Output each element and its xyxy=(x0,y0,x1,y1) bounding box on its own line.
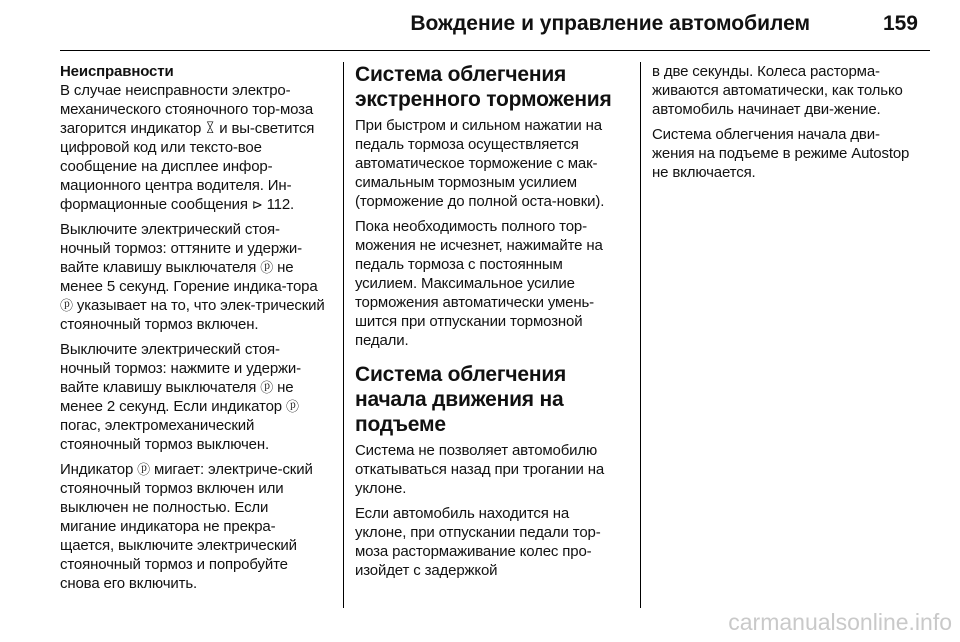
watermark: carmanualsonline.info xyxy=(728,609,952,635)
page-header-title: Вождение и управление автомобилем xyxy=(410,12,810,35)
paragraph-hill-start-1: Система не позволяет автомобилю откатываться назад при трогании на уклоне. xyxy=(355,442,605,497)
column-divider xyxy=(640,62,641,608)
paragraph-disengage-brake: Выключите электрический стоя-ночный тормоз: нажмите и удержи-вайте клавишу выключателя ⓟ не менее 2 секунд. Если индикатор ⓟ погас, электромеханический стояночный тормоз выключен. xyxy=(60,341,301,453)
section-heading-brake-assist: Система облегчения экстренного торможения xyxy=(355,63,612,111)
parking-brake-icon: ⓟ xyxy=(260,260,274,275)
page-number: 159 xyxy=(882,12,918,35)
paragraph-hill-start-autostop: Система облегчения начала дви-жения на подъеме в режиме Autostop не включается. xyxy=(652,126,910,181)
page-reference-link[interactable]: 112. xyxy=(262,196,295,213)
paragraph-fault-indicator: В случае неисправности электро-механического стояночного тор-моза загорится индикатор ꒾ и вы-светится цифровой код или тексто-вое сообщение на дисплее инфор-мационного центра водителя. Ин-формационные сообщения ⊳ 112. xyxy=(60,82,315,213)
parking-brake-icon: ⓟ xyxy=(137,462,151,477)
paragraph-hill-start-2: Если автомобиль находится на уклоне, при отпускании педали тор-моза растормаживание колес про-изойдет с задержкой xyxy=(355,505,601,579)
reference-arrow-icon: ⊳ xyxy=(251,197,263,212)
section-heading-faults: Неисправности xyxy=(60,63,174,80)
parking-brake-icon: ⓟ xyxy=(60,298,73,313)
column-right xyxy=(652,62,920,188)
paragraph-release-brake: Выключите электрический стоя-ночный тормоз: оттяните и удержи-вайте клавишу выключателя ⓟ не менее 5 секунд. Горение индика-тора ⓟ указывает на то, что элек-трический стояночный тормоз включен. xyxy=(60,221,325,333)
column-middle xyxy=(355,62,623,586)
parking-brake-icon: ⓟ xyxy=(285,399,299,414)
parking-brake-icon: ⓟ xyxy=(260,380,274,395)
paragraph-hill-start-3: в две секунды. Колеса расторма-живаются автоматически, как только автомобиль начинает дви-жение. xyxy=(652,63,903,118)
section-heading-hill-start-assist: Система облегчения начала движения на подъеме xyxy=(355,363,567,436)
paragraph-brake-assist-2: Пока необходимость полного тор-можения не исчезнет, нажимайте на педаль тормоза с постоянным усилием. Максимальное усилие торможения автоматически умень-шится при отпускании тормозной педали. xyxy=(355,218,603,349)
column-divider xyxy=(343,62,344,608)
fault-indicator-icon: ꒾ xyxy=(205,121,216,136)
paragraph-brake-assist-1: При быстром и сильном нажатии на педаль тормоза осуществляется автоматическое торможение с мак-симальным тормозным усилием (торможение до полной оста-новки). xyxy=(355,117,605,210)
column-left xyxy=(60,62,328,599)
header-divider xyxy=(60,50,930,51)
paragraph-indicator-blinking: Индикатор ⓟ мигает: электриче-ский стояночный тормоз включен или выключен не полностью. Если мигание индикатора не прекра-щается, выключите электрический стояночный тормоз и попробуйте снова его включить. xyxy=(60,461,313,592)
